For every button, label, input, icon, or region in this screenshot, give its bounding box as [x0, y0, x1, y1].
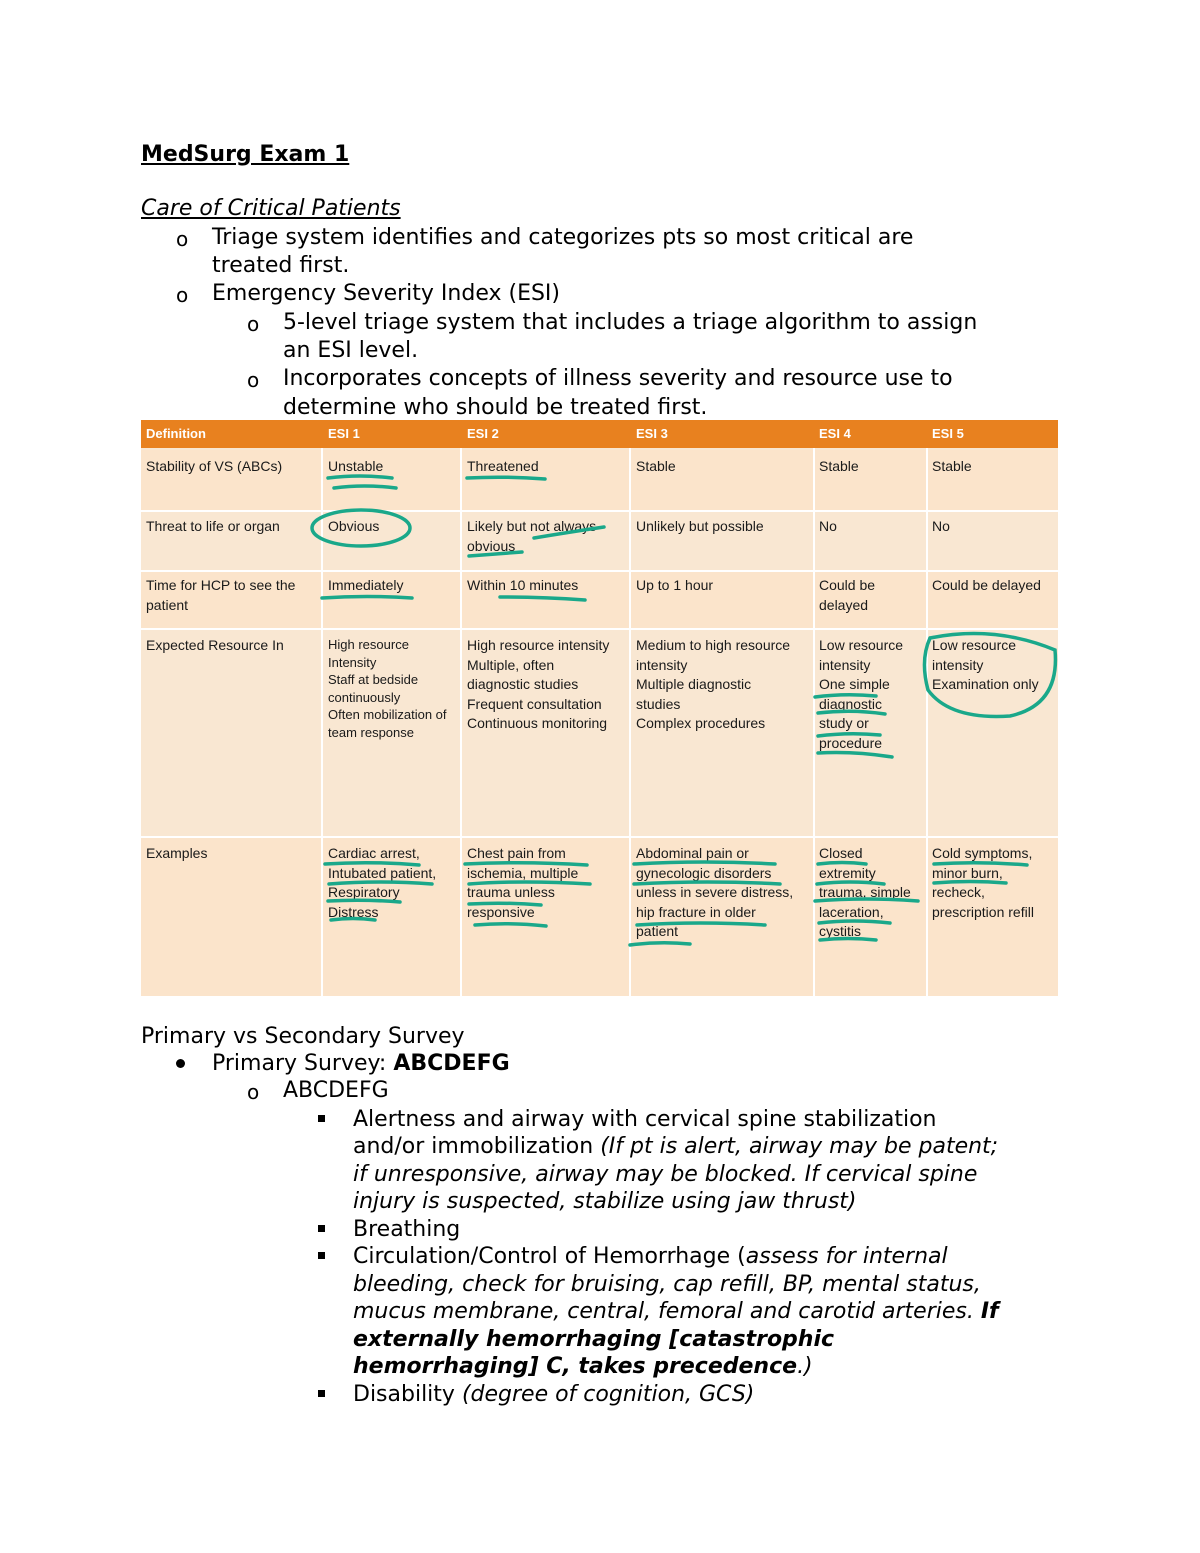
row-stability-label: Stability of VS (ABCs)	[146, 458, 283, 474]
cell-esi2-examples: Chest pain from ischemia, multiple trauma unless responsive	[467, 845, 579, 920]
square-bullet	[318, 1390, 325, 1397]
square-bullet	[318, 1115, 325, 1122]
row-time-label: Time for HCP to see the patient	[146, 577, 296, 613]
item-c-line3: mucus membrane, central, femoral and carotid arteries. If	[353, 1299, 999, 1324]
primary-survey-line: Primary Survey: ABCDEFG	[212, 1051, 510, 1076]
item-a-line4: injury is suspected, stabilize using jaw thrust)	[353, 1189, 857, 1214]
esi-table-header	[141, 420, 1058, 448]
bullet-text: determine who should be treated first.	[283, 395, 708, 420]
header-esi-5: ESI 5	[932, 426, 964, 441]
cell-esi2-stability: Threatened	[467, 458, 539, 474]
item-a-line1: Alertness and airway with cervical spine stabilization	[353, 1107, 937, 1132]
item-c-line1: Circulation/Control of Hemorrhage (assess for internal	[353, 1244, 948, 1269]
cell-esi3-time: Up to 1 hour	[636, 577, 714, 593]
cell-esi2-time: Within 10 minutes	[467, 577, 579, 593]
item-c-line5: hemorrhaging] C, takes precedence.)	[353, 1354, 813, 1379]
cell-esi5-threat: No	[932, 518, 950, 534]
bullet-dot	[176, 1059, 185, 1068]
cell-esi2-resource: High resource intensity Multiple, often diagnostic studies Frequent consultation Continuous monitoring	[467, 637, 610, 731]
cell-esi3-examples: Abdominal pain or gynecologic disorders unless in severe distress, hip fracture in older patient	[636, 845, 794, 939]
section-heading-survey: Primary vs Secondary Survey	[141, 1024, 465, 1049]
cell-esi1-time: Immediately	[328, 577, 404, 593]
cell-esi4-resource: Low resource intensity One simple diagnostic study or procedure	[819, 637, 904, 751]
cell-esi4-examples: Closed extremity trauma, simple laceration, cystitis	[819, 845, 911, 939]
cell-esi3-threat: Unlikely but possible	[636, 518, 764, 534]
header-esi-3: ESI 3	[636, 426, 668, 441]
bullet-text: Incorporates concepts of illness severity and resource use to	[283, 366, 953, 391]
cell-esi4-threat: No	[819, 518, 837, 534]
bullet-marker: o	[247, 368, 260, 392]
cell-esi5-time: Could be delayed	[932, 577, 1041, 593]
bullet-text: 5-level triage system that includes a triage algorithm to assign	[283, 310, 978, 335]
header-definition: Definition	[146, 426, 206, 441]
abcdefg-heading: ABCDEFG	[283, 1078, 389, 1103]
header-esi-4: ESI 4	[819, 426, 851, 441]
section-heading-critical-patients: Care of Critical Patients	[141, 196, 401, 221]
cell-esi4-time: Could be delayed	[819, 577, 876, 613]
item-a-line2: and/or immobilization (If pt is alert, airway may be patent;	[353, 1134, 999, 1159]
cell-esi1-threat: Obvious	[328, 518, 380, 534]
item-c-line2: bleeding, check for bruising, cap refill, BP, mental status,	[353, 1272, 981, 1297]
bullet-text: treated first.	[212, 253, 350, 278]
row-resource-label: Expected Resource In	[146, 637, 284, 653]
esi-table	[141, 420, 1058, 996]
item-c-line4: externally hemorrhaging [catastrophic	[353, 1327, 835, 1352]
bullet-marker: o	[247, 312, 260, 336]
cell-esi3-resource: Medium to high resource intensity Multiple diagnostic studies Complex procedures	[636, 637, 791, 731]
item-b: Breathing	[353, 1217, 461, 1242]
cell-esi4-stability: Stable	[819, 458, 859, 474]
bullet-text: Emergency Severity Index (ESI)	[212, 281, 561, 306]
header-esi-2: ESI 2	[467, 426, 499, 441]
cell-esi5-stability: Stable	[932, 458, 972, 474]
cell-esi1-stability: Unstable	[328, 458, 384, 474]
bullet-marker: o	[176, 283, 189, 307]
bullet-marker: o	[176, 227, 189, 251]
bullet-marker: o	[247, 1080, 260, 1104]
square-bullet	[318, 1225, 325, 1232]
cell-esi1-resource: High resource Intensity Staff at bedside continuously Often mobilization of team response	[328, 637, 447, 740]
document-title: MedSurg Exam 1	[141, 142, 350, 167]
item-a-line3: if unresponsive, airway may be blocked. If cervical spine	[353, 1162, 978, 1187]
item-d: Disability (degree of cognition, GCS)	[353, 1382, 755, 1407]
header-esi-1: ESI 1	[328, 426, 360, 441]
row-threat-label: Threat to life or organ	[146, 518, 280, 534]
bullet-text: Triage system identifies and categorizes pts so most critical are	[212, 225, 914, 250]
cell-esi2-threat: Likely but not always obvious	[467, 518, 597, 554]
cell-esi3-stability: Stable	[636, 458, 676, 474]
bullet-text: an ESI level.	[283, 338, 419, 363]
cell-esi1-examples: Cardiac arrest, Intubated patient, Respiratory Distress	[328, 845, 437, 920]
row-examples-label: Examples	[146, 845, 208, 861]
cell-esi5-examples: Cold symptoms, minor burn, recheck, prescription refill	[932, 845, 1034, 920]
cell-esi5-resource: Low resource intensity Examination only	[932, 637, 1039, 692]
square-bullet	[318, 1252, 325, 1259]
